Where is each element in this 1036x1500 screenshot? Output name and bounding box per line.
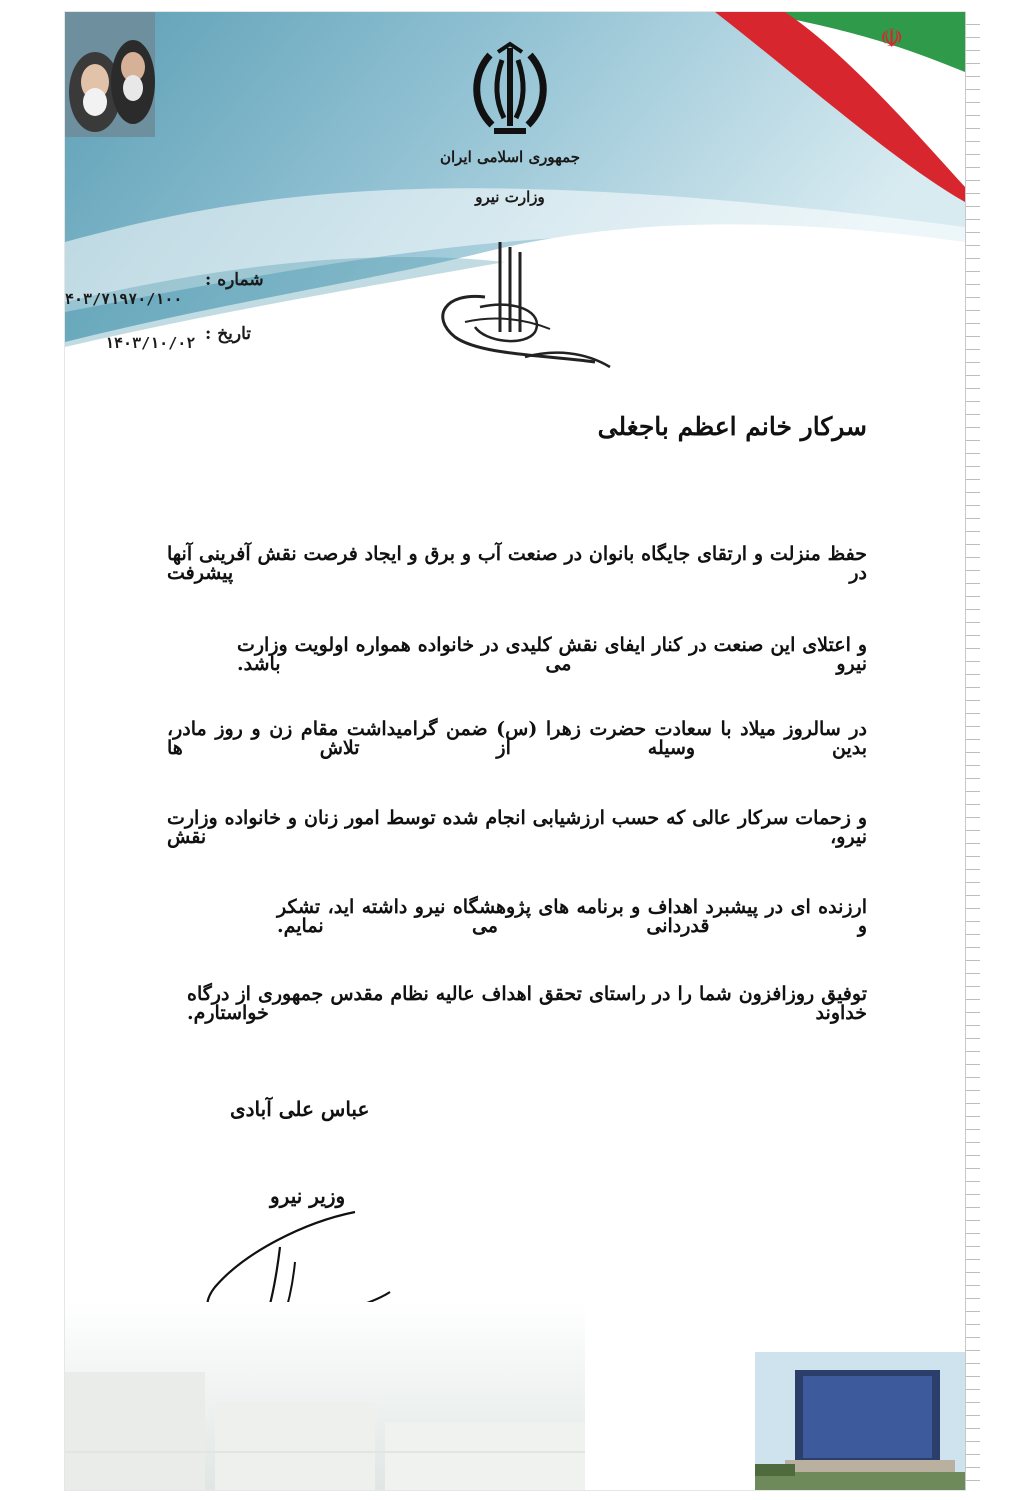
body-line: ارزنده ای در پیشبرد اهداف و برنامه های پژوهشگاه نیرو داشته اید، تشکر و قدردانی می نمایم. (277, 896, 867, 937)
binding-edge (965, 12, 980, 1490)
bismillah-calligraphy-icon (425, 237, 615, 377)
date-value: ۱۴۰۳/۱۰/۰۲ (105, 334, 196, 352)
letter-page (65, 12, 965, 1490)
signer-name: عباس علی آبادی (230, 1097, 370, 1121)
iran-emblem-icon (460, 40, 560, 140)
number-value: ۴۰۳/۷۱۹۷۰/۱۰۰ (65, 290, 183, 308)
body-line: حفظ منزلت و ارتقای جایگاه بانوان در صنعت آب و برق و ایجاد فرصت نقش آفرینی آنها در پیشرفت (167, 543, 867, 584)
date-label: تاریخ : (205, 324, 252, 344)
body-line: و زحمات سرکار عالی که حسب ارزشیابی انجام شده توسط امور زنان و خانواده وزارت نیرو، نقش (167, 807, 867, 848)
country-name: جمهوری اسلامی ایران (439, 148, 581, 166)
leaders-portrait-image (65, 12, 155, 137)
number-label: شماره : (205, 270, 264, 290)
body-line: توفیق روزافزون شما را در راستای تحقق اهداف عالیه نظام مقدس جمهوری از درگاه خداوند خواستارم. (187, 983, 867, 1024)
ministry-building-photo (755, 1352, 965, 1490)
iran-flag-image (715, 12, 965, 202)
svg-text:☫: ☫ (880, 24, 904, 54)
salutation: سرکار خانم اعظم باجغلی (597, 412, 867, 441)
faded-building-photo (65, 1302, 585, 1490)
body-line: در سالروز میلاد با سعادت حضرت زهرا (س) ضمن گرامیداشت مقام زن و روز مادر، بدین وسیله از تلاش ها (167, 718, 867, 759)
body-line: و اعتلای این صنعت در کنار ایفای نقش کلیدی در خانواده همواره اولویت وزارت نیرو می باشد. (237, 634, 867, 675)
ministry-name: وزارت نیرو (475, 188, 545, 206)
signer-title: وزیر نیرو (270, 1184, 346, 1208)
